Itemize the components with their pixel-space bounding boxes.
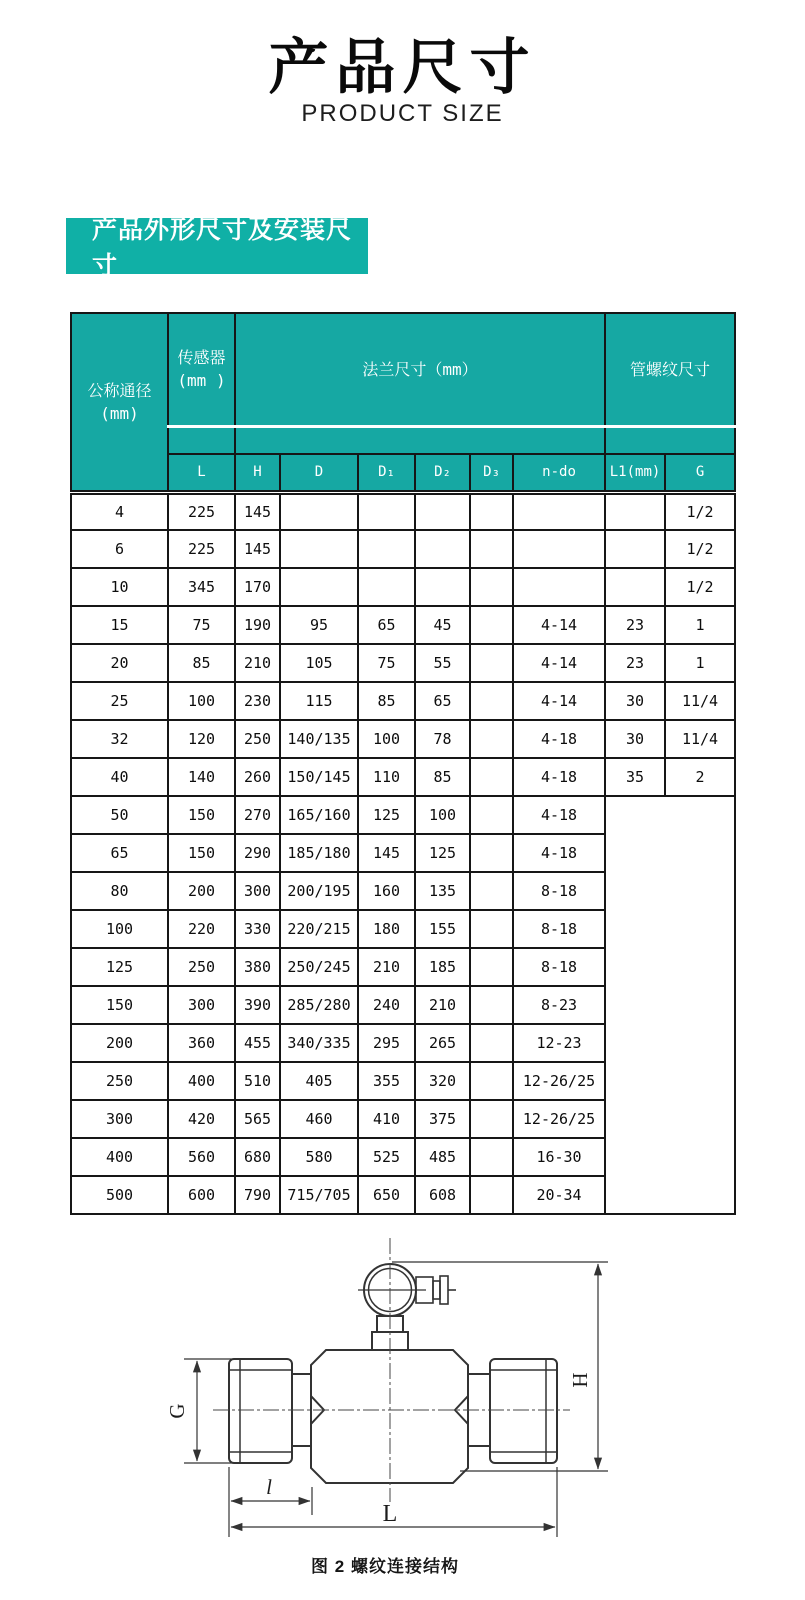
table-cell: 180 [358, 910, 415, 948]
table-row [71, 530, 735, 568]
table-cell: 680 [235, 1138, 280, 1176]
header-flange-size: 法兰尺寸（mm） [235, 313, 605, 426]
table-cell: 2 [665, 758, 735, 796]
table-cell: 150 [168, 796, 235, 834]
table-cell: 565 [235, 1100, 280, 1138]
table-cell: 650 [358, 1176, 415, 1214]
table-cell: 240 [358, 986, 415, 1024]
table-cell: 250 [168, 948, 235, 986]
table-cell: 35 [605, 758, 665, 796]
table-cell: 715/705 [280, 1176, 358, 1214]
header-pipe-thread-size: 管螺纹尺寸 [605, 313, 735, 426]
table-cell: 165/160 [280, 796, 358, 834]
header-sensor [168, 313, 235, 426]
table-cell: 560 [168, 1138, 235, 1176]
table-cell: 4 [71, 492, 168, 530]
table-cell [513, 492, 605, 530]
table-cell [605, 530, 665, 568]
table-cell: 12-26/25 [513, 1100, 605, 1138]
header-sensor-unit: (mm ) [177, 371, 226, 391]
table-cell: 12-26/25 [513, 1062, 605, 1100]
table-cell [415, 492, 470, 530]
table-cell [470, 986, 513, 1024]
table-cell [470, 1176, 513, 1214]
subheader-cell: n-do [513, 454, 605, 492]
table-cell: 55 [415, 644, 470, 682]
table-cell [470, 796, 513, 834]
table-cell: 25 [71, 682, 168, 720]
table-cell: 12-23 [513, 1024, 605, 1062]
table-cell: 4-14 [513, 606, 605, 644]
table-cell: 75 [168, 606, 235, 644]
table-cell: 260 [235, 758, 280, 796]
table-cell [470, 758, 513, 796]
table-cell: 500 [71, 1176, 168, 1214]
table-cell: 250 [71, 1062, 168, 1100]
table-cell: 225 [168, 530, 235, 568]
table-cell: 330 [235, 910, 280, 948]
table-cell: 400 [168, 1062, 235, 1100]
table-cell: 510 [235, 1062, 280, 1100]
table-cell: 160 [358, 872, 415, 910]
table-cell [470, 606, 513, 644]
table-cell: 80 [71, 872, 168, 910]
table-cell: 230 [235, 682, 280, 720]
table-cell: 150 [168, 834, 235, 872]
merged-blank-cell [605, 796, 735, 1214]
table-cell: 210 [415, 986, 470, 1024]
table-cell [415, 568, 470, 606]
table-cell: 420 [168, 1100, 235, 1138]
table-cell: 145 [358, 834, 415, 872]
table-cell: 150/145 [280, 758, 358, 796]
page-subtitle: PRODUCT SIZE [301, 100, 504, 127]
section-banner: 产品外形尺寸及安装尺寸 [66, 218, 368, 274]
table-cell: 23 [605, 644, 665, 682]
table-cell: 250 [235, 720, 280, 758]
table-cell [470, 682, 513, 720]
table-cell: 145 [235, 492, 280, 530]
table-cell: 20-34 [513, 1176, 605, 1214]
table-cell [470, 834, 513, 872]
table-cell: 300 [168, 986, 235, 1024]
table-cell: 285/280 [280, 986, 358, 1024]
table-cell: 8-18 [513, 872, 605, 910]
technical-diagram [150, 1230, 620, 1550]
table-row [71, 492, 735, 530]
header-row-spacer [71, 426, 735, 454]
table-cell: 100 [415, 796, 470, 834]
table-cell: 140/135 [280, 720, 358, 758]
table-cell [470, 530, 513, 568]
table-cell [470, 1062, 513, 1100]
table-cell: 155 [415, 910, 470, 948]
table-cell: 608 [415, 1176, 470, 1214]
table-cell: 125 [358, 796, 415, 834]
table-cell: 355 [358, 1062, 415, 1100]
dimensions-table [70, 312, 736, 1215]
header-nominal-diameter-unit: (mm) [100, 403, 139, 423]
table-cell: 30 [605, 682, 665, 720]
subheader-cell: G [665, 454, 735, 492]
threaded-connection-drawing [150, 1230, 620, 1550]
table-cell: 40 [71, 758, 168, 796]
table-cell: 300 [71, 1100, 168, 1138]
table-cell: 85 [415, 758, 470, 796]
table-cell: 270 [235, 796, 280, 834]
table-cell [470, 1100, 513, 1138]
table-cell: 8-18 [513, 948, 605, 986]
table-cell [280, 568, 358, 606]
table-cell: 790 [235, 1176, 280, 1214]
table-cell [605, 492, 665, 530]
table-cell: 50 [71, 796, 168, 834]
table-cell: 4-14 [513, 682, 605, 720]
subheader-cell: L [168, 454, 235, 492]
table-cell: 32 [71, 720, 168, 758]
table-cell: 295 [358, 1024, 415, 1062]
table-cell: 110 [358, 758, 415, 796]
table-cell: 375 [415, 1100, 470, 1138]
table-cell: 210 [358, 948, 415, 986]
table-cell [470, 720, 513, 758]
table-cell: 65 [415, 682, 470, 720]
table-cell: 65 [358, 606, 415, 644]
header-row-groups [71, 313, 735, 426]
table-cell: 8-18 [513, 910, 605, 948]
right-fitting [468, 1359, 557, 1463]
table-cell: 320 [415, 1062, 470, 1100]
table-cell: 185/180 [280, 834, 358, 872]
table-cell: 300 [235, 872, 280, 910]
table-cell [358, 568, 415, 606]
table-cell: 20 [71, 644, 168, 682]
table-cell: 210 [235, 644, 280, 682]
table-row [71, 720, 735, 758]
spacer-cell [605, 426, 735, 454]
table-cell: 4-18 [513, 720, 605, 758]
table-cell [513, 530, 605, 568]
table-cell: 390 [235, 986, 280, 1024]
table-row [71, 758, 735, 796]
table-cell: 125 [71, 948, 168, 986]
subheader-cell: D₃ [470, 454, 513, 492]
left-fitting [229, 1359, 311, 1463]
spacer-cell [235, 426, 605, 454]
table-cell: 170 [235, 568, 280, 606]
table-cell: 145 [235, 530, 280, 568]
table-cell: 200 [168, 872, 235, 910]
table-cell: 405 [280, 1062, 358, 1100]
table-cell: 125 [415, 834, 470, 872]
table-cell: 10 [71, 568, 168, 606]
table-cell: 11/4 [665, 682, 735, 720]
table-cell: 190 [235, 606, 280, 644]
table-cell: 15 [71, 606, 168, 644]
label-l: l [266, 1475, 272, 1499]
table-cell: 75 [358, 644, 415, 682]
table-cell: 100 [168, 682, 235, 720]
table-cell: 4-18 [513, 758, 605, 796]
table-cell: 1/2 [665, 492, 735, 530]
table-row [71, 644, 735, 682]
table-cell [470, 948, 513, 986]
table-cell: 380 [235, 948, 280, 986]
table-cell [358, 492, 415, 530]
table-cell: 105 [280, 644, 358, 682]
table-cell: 600 [168, 1176, 235, 1214]
table-cell: 85 [358, 682, 415, 720]
header-nominal-diameter [71, 313, 168, 492]
table-cell [605, 568, 665, 606]
table-cell: 200 [71, 1024, 168, 1062]
table-cell: 185 [415, 948, 470, 986]
subheader-cell: D₁ [358, 454, 415, 492]
table-cell: 120 [168, 720, 235, 758]
table-cell: 6 [71, 530, 168, 568]
table-cell: 290 [235, 834, 280, 872]
table-cell: 410 [358, 1100, 415, 1138]
table-cell: 135 [415, 872, 470, 910]
table-cell: 455 [235, 1024, 280, 1062]
table-cell [470, 644, 513, 682]
table-cell: 400 [71, 1138, 168, 1176]
table-cell [280, 492, 358, 530]
table-cell: 525 [358, 1138, 415, 1176]
table-cell: 8-23 [513, 986, 605, 1024]
table-cell [470, 1024, 513, 1062]
dimension-G [184, 1359, 245, 1463]
table-cell: 150 [71, 986, 168, 1024]
table-cell [513, 568, 605, 606]
table-cell: 265 [415, 1024, 470, 1062]
subheader-cell: D [280, 454, 358, 492]
table-cell: 100 [71, 910, 168, 948]
table-cell [415, 530, 470, 568]
label-L: L [382, 1501, 398, 1527]
header-nominal-diameter-text: 公称通径 [87, 380, 152, 400]
header-sensor-text: 传感器 [177, 348, 226, 368]
page-title: 产品尺寸 [268, 34, 537, 101]
table-cell [470, 872, 513, 910]
table-cell: 45 [415, 606, 470, 644]
table-cell [470, 568, 513, 606]
subheader-cell: L1(mm) [605, 454, 665, 492]
table-cell: 65 [71, 834, 168, 872]
table-cell: 1 [665, 606, 735, 644]
table-cell [470, 1138, 513, 1176]
table-cell: 220/215 [280, 910, 358, 948]
table-cell [470, 910, 513, 948]
table-cell [280, 530, 358, 568]
subheader-cell: H [235, 454, 280, 492]
table-cell: 140 [168, 758, 235, 796]
table-cell [470, 492, 513, 530]
table-cell: 580 [280, 1138, 358, 1176]
label-H: H [568, 1372, 592, 1388]
subheader-cell: D₂ [415, 454, 470, 492]
table-cell: 23 [605, 606, 665, 644]
header-row-columns [71, 454, 735, 492]
table-cell: 485 [415, 1138, 470, 1176]
figure-caption: 图 2 螺纹连接结构 [311, 1557, 459, 1576]
spacer-cell [168, 426, 235, 454]
table-cell: 345 [168, 568, 235, 606]
label-G: G [165, 1403, 189, 1419]
table-cell: 460 [280, 1100, 358, 1138]
table-row [71, 606, 735, 644]
table-row [71, 682, 735, 720]
table-cell: 220 [168, 910, 235, 948]
table-cell: 30 [605, 720, 665, 758]
table-cell: 360 [168, 1024, 235, 1062]
table-cell: 95 [280, 606, 358, 644]
table-cell: 85 [168, 644, 235, 682]
table-cell: 1 [665, 644, 735, 682]
table-cell: 4-14 [513, 644, 605, 682]
table-cell [358, 530, 415, 568]
dimension-H [392, 1262, 608, 1471]
table-cell: 200/195 [280, 872, 358, 910]
table-cell: 1/2 [665, 530, 735, 568]
table-cell: 78 [415, 720, 470, 758]
table-cell: 115 [280, 682, 358, 720]
table-row [71, 568, 735, 606]
table-cell: 340/335 [280, 1024, 358, 1062]
table-cell: 250/245 [280, 948, 358, 986]
table-cell: 1/2 [665, 568, 735, 606]
table-row [71, 796, 735, 834]
table-cell: 100 [358, 720, 415, 758]
table-cell: 4-18 [513, 796, 605, 834]
table-cell: 225 [168, 492, 235, 530]
table-cell: 11/4 [665, 720, 735, 758]
table-cell: 16-30 [513, 1138, 605, 1176]
table-cell: 4-18 [513, 834, 605, 872]
